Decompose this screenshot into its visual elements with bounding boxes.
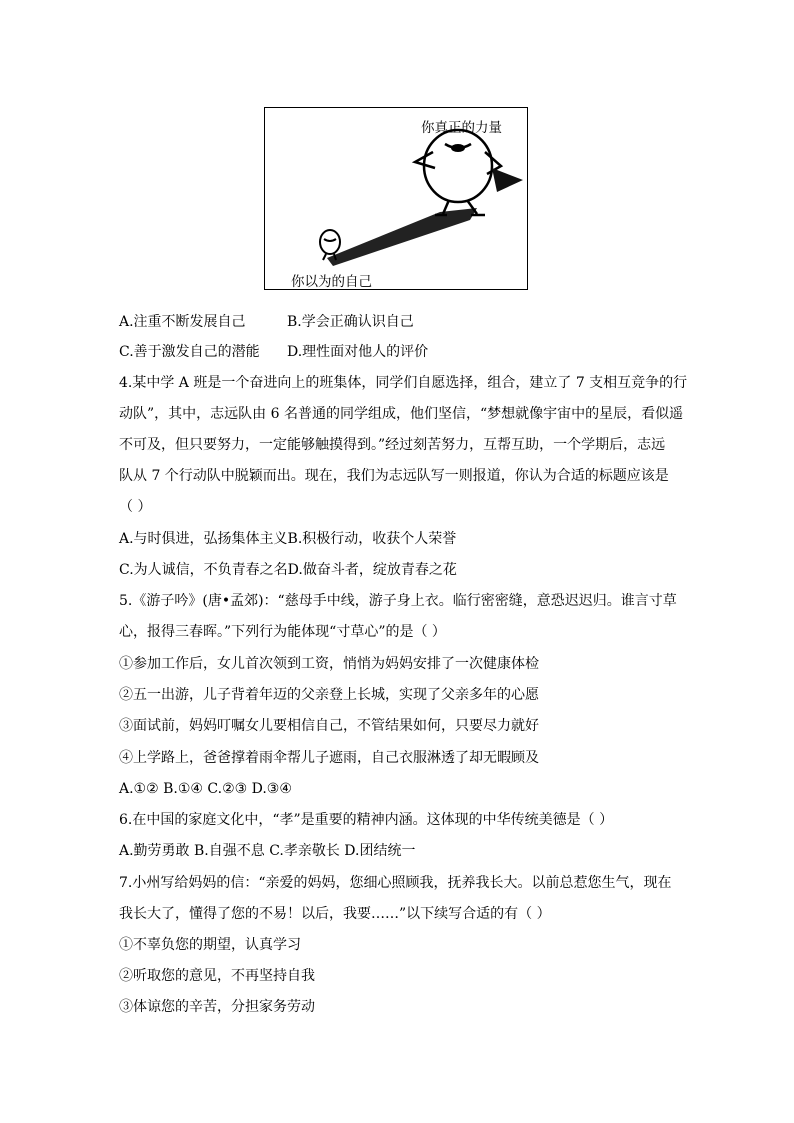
q7-stem-line-1: 7.小州写给妈妈的信：“亲爱的妈妈，您细心照顾我，抚养我长大。以前总惹您生气，现在 xyxy=(119,875,672,891)
q5-options: A.①② B.①④ C.②③ D.③④ xyxy=(119,781,292,797)
long-shadow xyxy=(327,208,477,266)
q4-options-ab: A.与时俱进，弘扬集体主义B.积极行动，收获个人荣誉 xyxy=(119,531,457,547)
q3-option-a: A.注重不断发展自己 xyxy=(119,314,246,330)
q3-options-row-1 xyxy=(119,313,414,331)
q5-item-2: ②五一出游，儿子背着年迈的父亲登上长城，实现了父亲多年的心愿 xyxy=(119,687,539,703)
q6-options: A.勤劳勇敢 B.自强不息 C.孝亲敬长 D.团结统一 xyxy=(119,843,416,859)
q5-item-3: ③面试前，妈妈叮嘱女儿要相信自己，不管结果如何，只要尽力就好 xyxy=(119,718,539,734)
q6-stem: 6.在中国的家庭文化中，“孝”是重要的精神内涵。这体现的中华传统美德是（ ） xyxy=(119,812,614,828)
q7-item-3: ③体谅您的辛苦，分担家务劳动 xyxy=(119,999,315,1015)
q5-item-1: ①参加工作后，女儿首次领到工资，悄悄为妈妈安排了一次健康体检 xyxy=(119,656,539,672)
q5-stem-line-2: 心，报得三春晖。”下列行为能体现“寸草心”的是（ ） xyxy=(119,624,446,640)
big-figure xyxy=(415,130,523,215)
q4-stem-line-1: 4.某中学 A 班是一个奋进向上的班集体，同学们自愿选择，组合，建立了 7 支相互竞争的行 xyxy=(119,375,688,391)
q7-item-2: ②听取您的意见，不再坚持自我 xyxy=(119,968,315,984)
q4-stem-line-3: 不可及，但只要努力，一定能够触摸得到。”经过刻苦努力，互帮互助，一个学期后，志远 xyxy=(119,437,666,453)
q3-option-b: B.学会正确认识自己 xyxy=(287,314,414,330)
q4-answer-blank: （ ） xyxy=(119,499,152,515)
q5-stem-line-1: 5.《游子吟》(唐•孟郊)：“慈母手中线，游子身上衣。临行密密缝，意恐迟迟归。谁言寸草 xyxy=(119,593,677,609)
q4-stem-line-4: 队从 7 个行动队中脱颖而出。现在，我们为志远队写一则报道，你认为合适的标题应该是 xyxy=(119,468,669,484)
q3-options-row-2 xyxy=(119,343,429,361)
q3-option-d: D.理性面对他人的评价 xyxy=(287,344,429,360)
caption-perceived-self: 你以为的自己 xyxy=(291,274,372,290)
caption-real-strength: 你真正的力量 xyxy=(421,120,502,136)
q4-options-cd: C.为人诚信，不负青春之名D.做奋斗者，绽放青春之花 xyxy=(119,562,457,578)
q7-stem-line-2: 我长大了，懂得了您的不易！以后，我要……”以下续写合适的有（ ） xyxy=(119,906,551,922)
q4-stem-line-2: 动队”，其中，志远队由 6 名普通的同学组成，他们坚信，“梦想就像宇宙中的星辰，看似遥 xyxy=(119,406,684,422)
q3-option-c: C.善于激发自己的潜能 xyxy=(119,344,260,360)
cartoon-figure xyxy=(264,107,528,290)
q5-item-4: ④上学路上，爸爸撑着雨伞帮儿子遮雨，自己衣服淋透了却无暇顾及 xyxy=(119,750,539,766)
q7-item-1: ①不辜负您的期望，认真学习 xyxy=(119,937,301,953)
